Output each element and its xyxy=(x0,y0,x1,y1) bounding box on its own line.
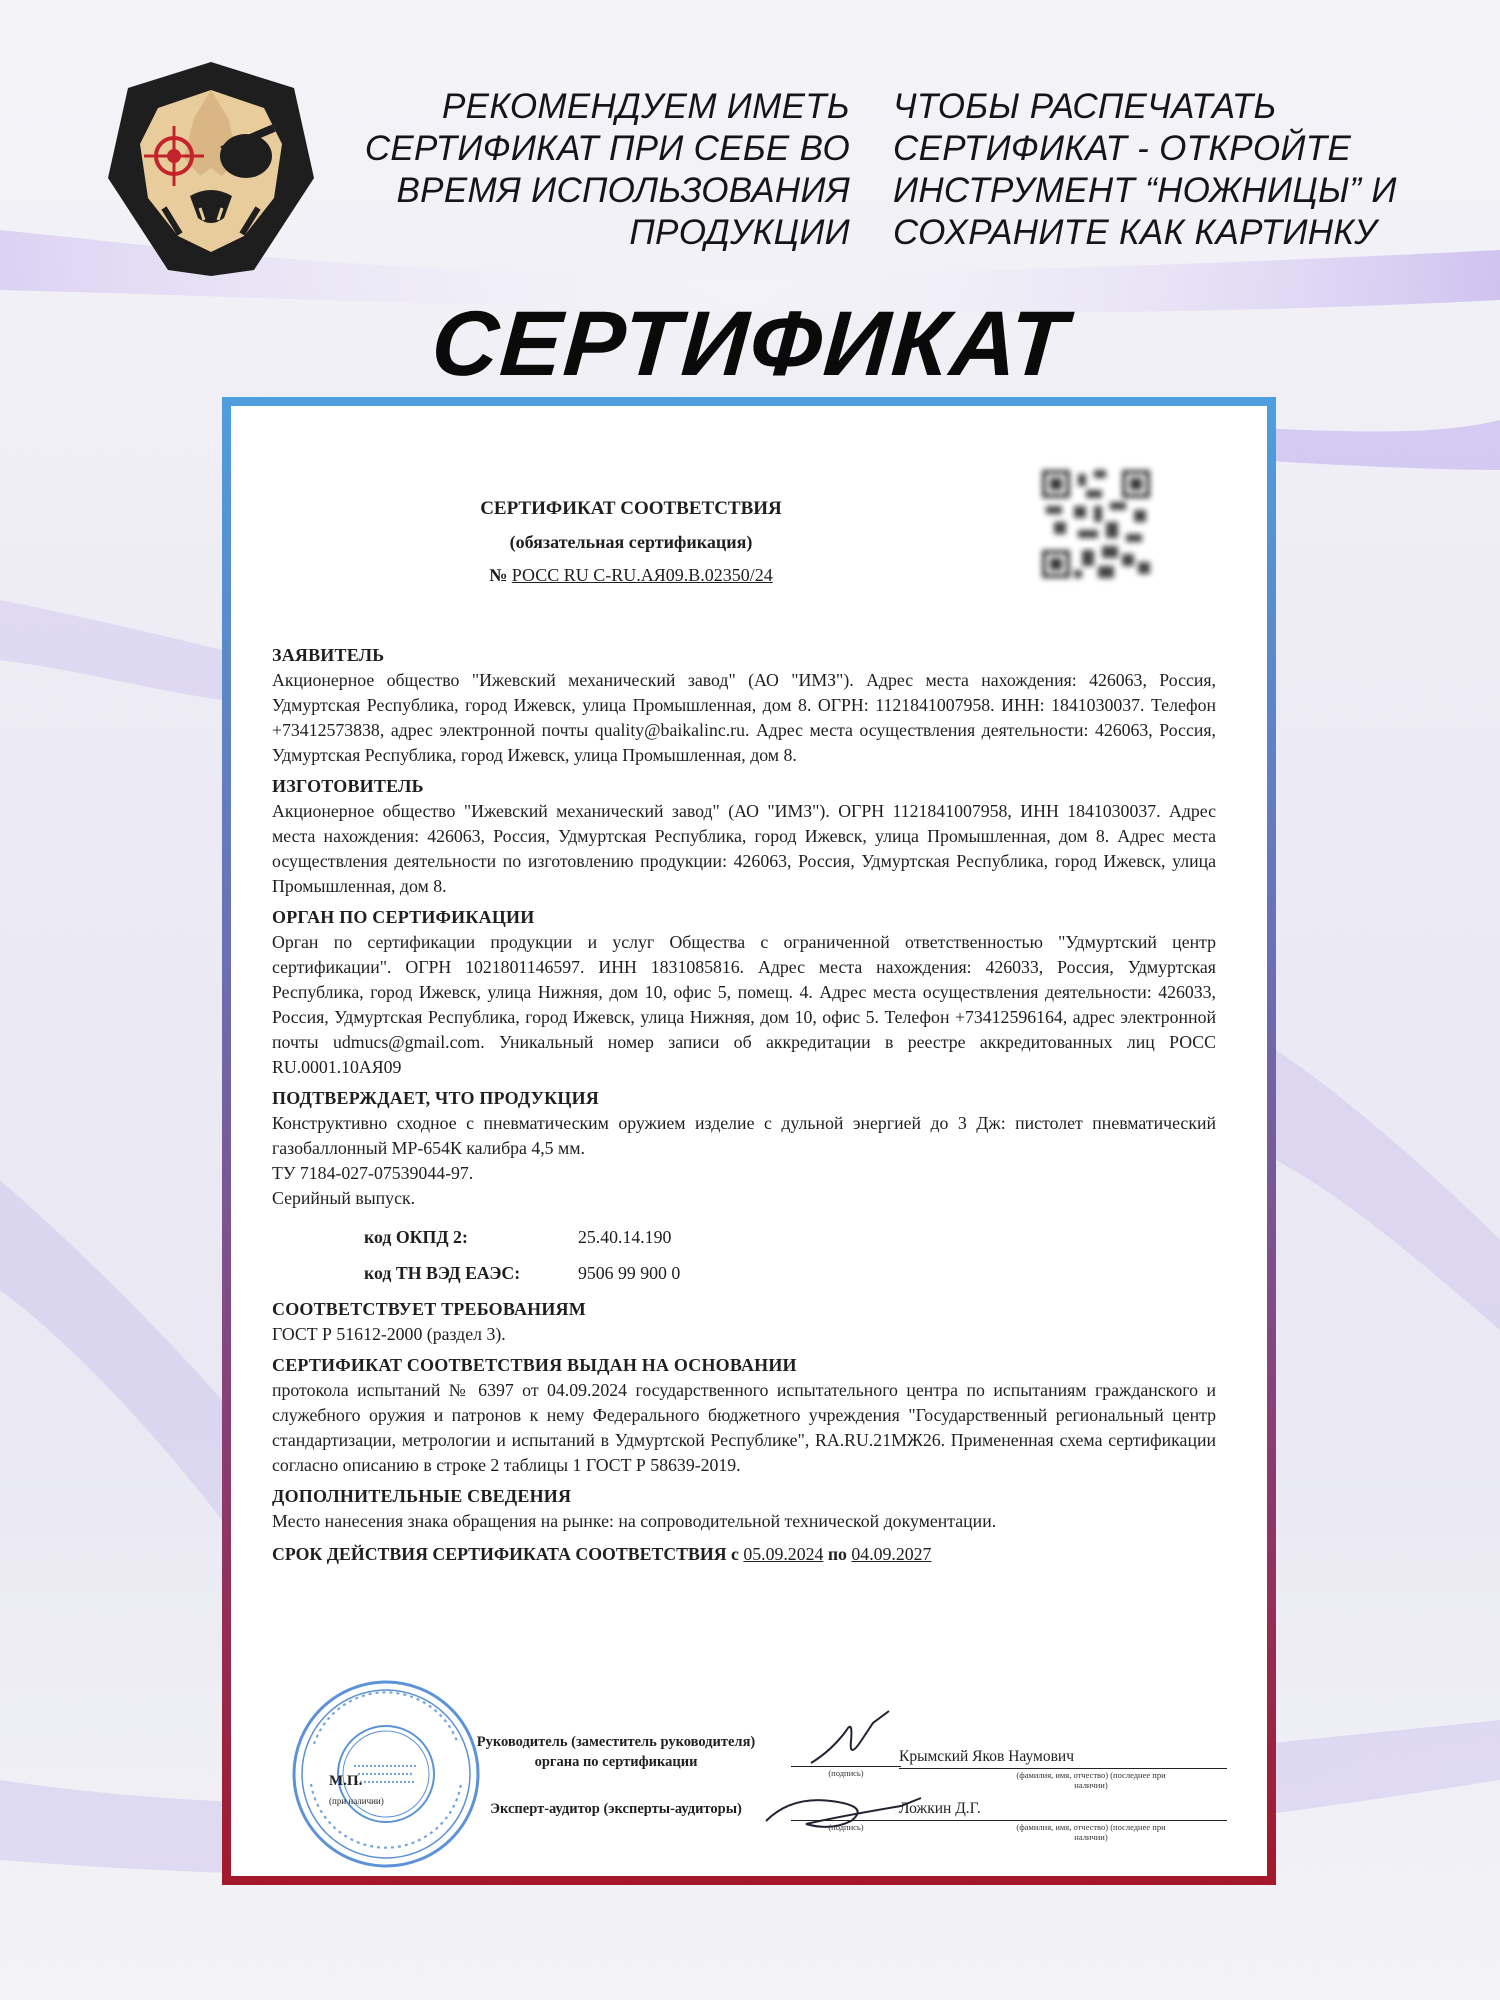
auditor-role-label: Эксперт-аудитор (эксперты-аудиторы) xyxy=(490,1801,742,1817)
certificate-body xyxy=(272,643,1216,1567)
certification-body-heading: ОРГАН ПО СЕРТИФИКАЦИИ xyxy=(272,907,535,927)
page-title: СЕРТИФИКАТ xyxy=(428,293,1072,395)
validity-from: 05.09.2024 xyxy=(743,1544,824,1564)
head-name-caption: (фамилия, имя, отчество) (последнее при наличии) xyxy=(1016,1770,1166,1790)
head-role-label: Руководитель (заместитель руководителя) органа по сертификации xyxy=(476,1734,756,1770)
note-left-line: РЕКОМЕНДУЕМ ИМЕТЬ xyxy=(442,87,850,126)
requirements-heading: СООТВЕТСТВУЕТ ТРЕБОВАНИЯМ xyxy=(272,1299,586,1319)
head-signature-line xyxy=(791,1766,901,1767)
seal-place-label: М.П. xyxy=(329,1773,363,1789)
certificate-number xyxy=(231,565,1031,586)
certification-stamp-icon xyxy=(286,1674,486,1874)
number-value: РОСС RU C-RU.АЯ09.В.02350/24 xyxy=(511,565,773,585)
auditor-name-line xyxy=(899,1820,1227,1821)
head-name-line xyxy=(899,1768,1227,1769)
product-heading: ПОДТВЕРЖДАЕТ, ЧТО ПРОДУКЦИЯ xyxy=(272,1088,600,1108)
product-serial: Серийный выпуск. xyxy=(272,1188,416,1208)
okpd-label: код ОКПД 2: xyxy=(364,1226,468,1247)
basis-text: протокола испытаний № 6397 от 04.09.2024 государственного испытательного центра по испытаниям гражданского и служебного оружия и патронов к нему Федерального бюджетного учреждения "Государственный региональный центр стандартизации, метрологии и испытаний в Удмуртской Республике", RA.RU.21МЖ26. Примененная схема сертификации согласно описанию в строке 2 таблицы 1 ГОСТ Р 58639-2019. xyxy=(272,1380,1216,1475)
tnved-value: 9506 99 900 0 xyxy=(578,1262,681,1283)
applicant-text: Акционерное общество "Ижевский механический завод" (АО "ИМЗ"). Адрес места нахождения: 426063, Россия, Удмуртская Республика, город Ижевск, улица Промышленная, дом 8. ОГРН: 1121841007958. ИНН: 1841030037. Телефон +73412573838, адрес электронной почты quality@baikalinc.ru. Адрес места осуществления деятельности: 426063, Россия, Удмуртская Республика, город Ижевск, улица Промышленная, дом 8. xyxy=(272,670,1216,765)
requirements-text: ГОСТ Р 51612-2000 (раздел 3). xyxy=(272,1324,506,1344)
product-text: Конструктивно сходное с пневматическим оружием изделие с дульной энергией до 3 Дж: пистолет пневматический газобаллонный МР-654К калибра 4,5 мм. xyxy=(272,1113,1216,1158)
certification-body-text: Орган по сертификации продукции и услуг Общества с ограниченной ответственностью "Удмуртский центр сертификации". ОГРН 1021801146597. ИНН 1831085816. Адрес места нахождения: 426033, Россия, Удмуртская Республика, город Ижевск, улица Нижняя, дом 10, офис 5, помещ. 4. Адрес места осуществления деятельности: 426033, Россия, Удмуртская Республика, город Ижевск, улица Нижняя, дом 10, офис 5. Телефон +73412596164, адрес электронной почты udmucs@gmail.com. Уникальный номер записи об аккредитации в реестре аккредитованных лиц РОСС RU.0001.10АЯ09 xyxy=(272,932,1216,1077)
auditor-signature-line xyxy=(791,1820,901,1821)
print-instructions-note xyxy=(893,86,1453,254)
qr-code-icon xyxy=(1038,466,1154,582)
auditor-name-caption: (фамилия, имя, отчество) (последнее при наличии) xyxy=(1016,1822,1166,1842)
note-left-line: СЕРТИФИКАТ ПРИ СЕБЕ ВО xyxy=(364,129,850,168)
seal-place-caption: (при наличии) xyxy=(329,1796,384,1806)
product-codes xyxy=(364,1219,1216,1291)
note-right-line: СОХРАНИТЕ КАК КАРТИНКУ xyxy=(893,213,1377,252)
certificate-document xyxy=(231,406,1267,1876)
additional-text: Место нанесения знака обращения на рынке: на сопроводительной технической документации. xyxy=(272,1511,997,1531)
note-right-line: СЕРТИФИКАТ - ОТКРОЙТЕ xyxy=(893,129,1352,168)
number-prefix: № xyxy=(489,565,508,585)
note-left-line: ПРОДУКЦИИ xyxy=(629,213,850,252)
head-name: Крымский Яков Наумович xyxy=(899,1748,1075,1765)
okpd-row xyxy=(364,1219,1216,1255)
certificate-title: СЕРТИФИКАТ СООТВЕТСТВИЯ xyxy=(480,498,782,519)
product-tu: ТУ 7184-027-07539044-97. xyxy=(272,1163,474,1183)
validity-to: 04.09.2027 xyxy=(851,1544,932,1564)
keep-certificate-note xyxy=(330,86,850,254)
additional-heading: ДОПОЛНИТЕЛЬНЫЕ СВЕДЕНИЯ xyxy=(272,1486,572,1506)
basis-heading: СЕРТИФИКАТ СООТВЕТСТВИЯ ВЫДАН НА ОСНОВАНИИ xyxy=(272,1355,797,1375)
applicant-heading: ЗАЯВИТЕЛЬ xyxy=(272,645,385,665)
auditor-name: Ложкин Д.Г. xyxy=(899,1800,981,1817)
validity-to-label: по xyxy=(827,1544,847,1564)
tnved-label: код ТН ВЭД ЕАЭС: xyxy=(364,1262,521,1283)
certificate-subtitle: (обязательная сертификация) xyxy=(509,532,753,552)
manufacturer-heading: ИЗГОТОВИТЕЛЬ xyxy=(272,776,424,796)
manufacturer-text: Акционерное общество "Ижевский механический завод" (АО "ИМЗ"). ОГРН 1121841007958, ИНН 1841030037. Адрес места нахождения: 426063, Россия, Удмуртская Республика, город Ижевск, улица Промышленная, дом 8. Адрес места осуществления деятельности по изготовлению продукции: 426063, Россия, Удмуртская Республика, город Ижевск, улица Промышленная, дом 8. xyxy=(272,801,1216,896)
validity-period xyxy=(272,1542,1216,1567)
tnved-row xyxy=(364,1255,1216,1291)
note-left-line: ВРЕМЯ ИСПОЛЬЗОВАНИЯ xyxy=(396,171,850,210)
okpd-value: 25.40.14.190 xyxy=(578,1226,672,1247)
head-signature-caption: (подпись) xyxy=(828,1768,864,1778)
auditor-signature-caption: (подпись) xyxy=(828,1822,864,1832)
note-right-line: ЧТОБЫ РАСПЕЧАТАТЬ xyxy=(893,87,1277,126)
certificate-frame xyxy=(222,397,1276,1885)
validity-label: СРОК ДЕЙСТВИЯ СЕРТИФИКАТА СООТВЕТСТВИЯ с xyxy=(272,1544,739,1564)
lion-logo-icon xyxy=(104,58,318,278)
certificate-header xyxy=(231,498,1031,586)
note-right-line: ИНСТРУМЕНТ “НОЖНИЦЫ” И xyxy=(893,171,1397,210)
